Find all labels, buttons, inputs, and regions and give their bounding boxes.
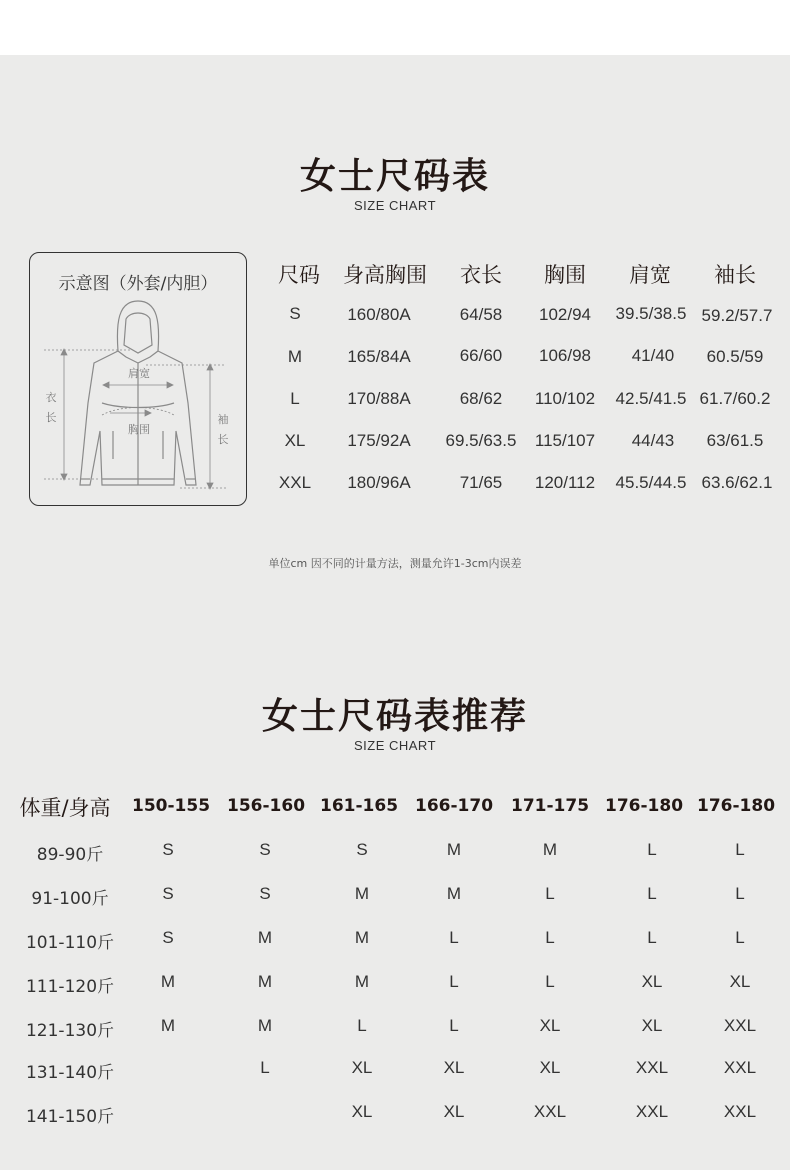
recommended-size-cell: L <box>260 1058 270 1077</box>
shoulder-label: 肩宽 <box>128 367 150 380</box>
header-height-chest: 身高胸围 <box>343 263 427 287</box>
height-header: 156-160 <box>227 796 306 816</box>
recommended-size-cell: M <box>446 840 462 859</box>
size-cell: 41/40 <box>631 346 675 365</box>
recommended-size-cell: XL <box>539 1058 561 1077</box>
recommended-size-cell: XL <box>641 972 663 991</box>
sleeve-label-2: 长 <box>217 433 229 446</box>
corner-header: 体重/身高 <box>19 796 111 820</box>
size-chart-title: 女士尺码表 <box>299 156 490 197</box>
recommended-size-cell: L <box>647 928 657 947</box>
size-cell: 64/58 <box>459 305 503 324</box>
size-cell: XL <box>284 431 306 450</box>
recommend-subtitle: SIZE CHART <box>353 738 437 753</box>
recommended-size-cell: XL <box>539 1016 561 1035</box>
size-cell: 63.6/62.1 <box>701 473 773 492</box>
header-shoulder: 肩宽 <box>629 263 671 287</box>
recommended-size-cell: XL <box>443 1058 465 1077</box>
recommended-size-cell: L <box>647 884 657 903</box>
size-cell: 61.7/60.2 <box>699 389 771 408</box>
recommended-size-cell: XXL <box>723 1102 757 1121</box>
header-length: 衣长 <box>460 263 502 287</box>
size-cell: 110/102 <box>534 389 596 408</box>
recommended-size-cell: M <box>160 1016 176 1035</box>
sleeve-label-1: 袖 <box>217 413 229 426</box>
header-chest: 胸围 <box>544 263 586 287</box>
recommended-size-cell: L <box>647 840 657 859</box>
size-cell: 45.5/44.5 <box>615 473 687 492</box>
size-cell: XXL <box>278 473 312 492</box>
size-cell: 106/98 <box>539 346 591 365</box>
recommended-size-cell: L <box>735 928 745 947</box>
size-cell: 115/107 <box>534 431 596 450</box>
recommended-size-cell: L <box>545 972 555 991</box>
weight-cell: 141-150斤 <box>25 1107 115 1127</box>
recommended-size-cell: XXL <box>635 1102 669 1121</box>
size-cell: 59.2/57.7 <box>701 306 773 325</box>
recommended-size-cell: S <box>162 840 174 859</box>
recommend-title: 女士尺码表推荐 <box>261 696 528 737</box>
length-label-1: 衣 <box>45 391 57 404</box>
height-header: 176-180 <box>605 796 684 816</box>
size-cell: 175/92A <box>347 431 411 450</box>
size-cell: 39.5/38.5 <box>615 304 687 323</box>
size-cell: S <box>289 304 301 323</box>
recommended-size-cell: XXL <box>723 1016 757 1035</box>
recommended-size-cell: S <box>356 840 368 859</box>
recommended-size-cell: L <box>735 884 745 903</box>
weight-cell: 89-90斤 <box>36 845 104 865</box>
jacket-diagram <box>29 252 247 506</box>
size-cell: 180/96A <box>347 473 411 492</box>
size-cell: 71/65 <box>459 473 503 492</box>
top-white-bar <box>0 0 790 55</box>
height-header: 171-175 <box>511 796 590 816</box>
size-cell: M <box>287 347 303 366</box>
recommended-size-cell: XL <box>351 1058 373 1077</box>
recommended-size-cell: XXL <box>635 1058 669 1077</box>
recommended-size-cell: S <box>259 884 271 903</box>
diagram-caption: 示意图（外套/内胆） <box>58 274 218 294</box>
recommended-size-cell: M <box>257 928 273 947</box>
weight-cell: 111-120斤 <box>25 977 115 997</box>
recommended-size-cell: S <box>259 840 271 859</box>
recommended-size-cell: L <box>449 1016 459 1035</box>
size-cell: 63/61.5 <box>706 431 764 450</box>
weight-cell: 121-130斤 <box>25 1021 115 1041</box>
recommended-size-cell: M <box>257 972 273 991</box>
recommended-size-cell: L <box>357 1016 367 1035</box>
recommended-size-cell: M <box>354 884 370 903</box>
recommended-size-cell: M <box>354 928 370 947</box>
size-cell: 120/112 <box>534 473 596 492</box>
recommended-size-cell: S <box>162 884 174 903</box>
header-size: 尺码 <box>278 263 320 287</box>
recommended-size-cell: S <box>162 928 174 947</box>
recommended-size-cell: L <box>545 884 555 903</box>
size-cell: 44/43 <box>631 431 675 450</box>
height-header: 150-155 <box>132 796 211 816</box>
chest-label: 胸围 <box>128 423 150 436</box>
recommended-size-cell: XL <box>443 1102 465 1121</box>
height-header: 166-170 <box>415 796 494 816</box>
recommended-size-cell: XL <box>351 1102 373 1121</box>
measurement-note: 单位cm 因不同的计量方法，测量允许1-3cm内误差 <box>268 557 522 570</box>
recommended-size-cell: XL <box>729 972 751 991</box>
recommended-size-cell: M <box>257 1016 273 1035</box>
recommended-size-cell: M <box>160 972 176 991</box>
weight-cell: 101-110斤 <box>25 933 115 953</box>
size-cell: L <box>290 389 300 408</box>
size-cell: 69.5/63.5 <box>445 431 517 450</box>
recommended-size-cell: XXL <box>723 1058 757 1077</box>
weight-cell: 91-100斤 <box>31 889 109 909</box>
size-cell: 160/80A <box>347 305 411 324</box>
recommended-size-cell: XXL <box>533 1102 567 1121</box>
height-header: 161-165 <box>320 796 399 816</box>
recommended-size-cell: L <box>449 928 459 947</box>
height-header: 176-180 <box>697 796 776 816</box>
size-cell: 66/60 <box>459 346 503 365</box>
recommended-size-cell: L <box>545 928 555 947</box>
size-cell: 42.5/41.5 <box>615 389 687 408</box>
size-cell: 102/94 <box>539 305 591 324</box>
recommended-size-cell: M <box>446 884 462 903</box>
size-chart-subtitle: SIZE CHART <box>353 198 437 213</box>
recommended-size-cell: XL <box>641 1016 663 1035</box>
size-cell: 170/88A <box>347 389 411 408</box>
recommended-size-cell: M <box>542 840 558 859</box>
weight-cell: 131-140斤 <box>25 1063 115 1083</box>
recommended-size-cell: M <box>354 972 370 991</box>
recommended-size-cell: L <box>735 840 745 859</box>
size-cell: 165/84A <box>347 347 411 366</box>
size-cell: 68/62 <box>459 389 503 408</box>
length-label-2: 长 <box>45 411 57 424</box>
recommended-size-cell: L <box>449 972 459 991</box>
header-sleeve: 袖长 <box>714 263 756 287</box>
size-cell: 60.5/59 <box>706 347 764 366</box>
